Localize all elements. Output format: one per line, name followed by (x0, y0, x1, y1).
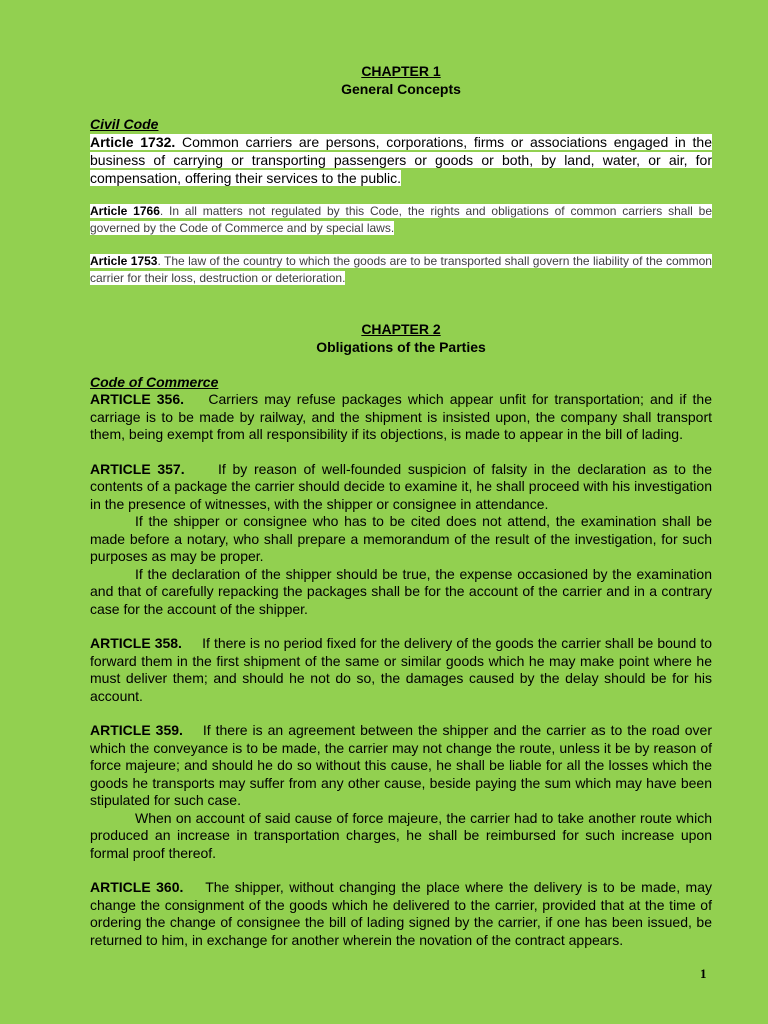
article-359 (90, 722, 712, 810)
article-label: Article 1732. (90, 134, 176, 150)
article-label: ARTICLE 357. (90, 460, 185, 477)
section-heading-code-of-commerce: Code of Commerce (90, 374, 219, 390)
article-357-paragraph-3: If the declaration of the shipper should be true, the expense occasioned by the examination and that of carefully repacking the packages shall be for the account of the carrier and in a contrary case for the account of the shipper. (90, 565, 712, 617)
article-357-paragraph-2: If the shipper or consignee who has to be cited does not attend, the examination shall be made before a notary, who shall prepare a memorandum of the result of the investigation, for such purposes as may be proper. (90, 513, 712, 564)
section-heading-civil-code: Civil Code (90, 116, 159, 132)
chapter-title: Obligations of the Parties (316, 339, 486, 355)
article-359-paragraph-2: When on account of said cause of force majeure, the carrier had to take another route which produced an increase in transportation charges, he shall be reimbursed for such increase upon formal proof thereof. (90, 809, 712, 861)
article-357 (90, 461, 712, 514)
article-358 (90, 635, 712, 705)
document-page (90, 62, 712, 949)
article-label: Article 1753 (90, 254, 158, 268)
chapter-title: General Concepts (341, 81, 461, 97)
article-text: If there is no period fixed for the delivery of the goods the carrier shall be bound to forward them in the first shipment of the same or similar goods which he may make point where he must deliver them; and should he not do so, the damages caused by the delay should be for his account. (90, 635, 712, 704)
article-label: ARTICLE 358. (90, 635, 182, 651)
article-1732 (90, 133, 712, 187)
article-1766 (90, 203, 712, 237)
article-label: Article 1766 (90, 204, 160, 218)
chapter-number: CHAPTER 1 (361, 63, 441, 79)
chapter-2-heading (90, 320, 712, 356)
page-number: 1 (700, 966, 707, 981)
article-text: If by reason of well-founded suspicion of falsity in the declaration as to the contents of a package the carrier should decide to examine it, he shall proceed with his investigation in the presence of witnesses, with the shipper or consignee in attendance. (90, 460, 712, 512)
article-1753 (90, 253, 712, 287)
article-text: . The law of the country to which the goods are to be transported shall govern the liability of the common carrier for their loss, destruction or deterioration. (90, 254, 712, 285)
article-text: Common carriers are persons, corporations, firms or associations engaged in the business of carrying or transporting passengers or goods or both, by land, water, or air, for compensation, offering their services to the public. (90, 134, 712, 186)
chapter-number: CHAPTER 2 (361, 321, 441, 337)
article-text: The shipper, without changing the place where the delivery is to be made, may change the consignment of the goods which he delivered to the carrier, provided that at the time of ordering the change of consignee the bill of lading signed by the carrier, if one has been issued, be returned to him, in exchange for another wherein the novation of the contract appears. (90, 879, 712, 948)
article-360 (90, 879, 712, 949)
article-label: ARTICLE 360. (90, 879, 184, 895)
article-text: . In all matters not regulated by this Code, the rights and obligations of common carriers shall be governed by the Code of Commerce and by special laws. (90, 204, 712, 235)
chapter-1-heading (90, 62, 712, 98)
article-text: If there is an agreement between the shipper and the carrier as to the road over which the conveyance is to be made, the carrier may not change the route, unless it be by reason of force majeure; and should he do so without this cause, he shall be liable for all the losses which the goods he transports may suffer from any other cause, beside paying the sum which may have been stipulated for such case. (90, 722, 712, 808)
article-label: ARTICLE 359. (90, 722, 183, 738)
article-text: Carriers may refuse packages which appear unfit for transportation; and if the carriage is to be made by railway, and the shipment is insisted upon, the company shall transport them, being exempt from all responsibility if its objections, is made to appear in the bill of lading. (90, 391, 712, 442)
article-label: ARTICLE 356. (90, 391, 185, 407)
article-356 (90, 391, 712, 444)
